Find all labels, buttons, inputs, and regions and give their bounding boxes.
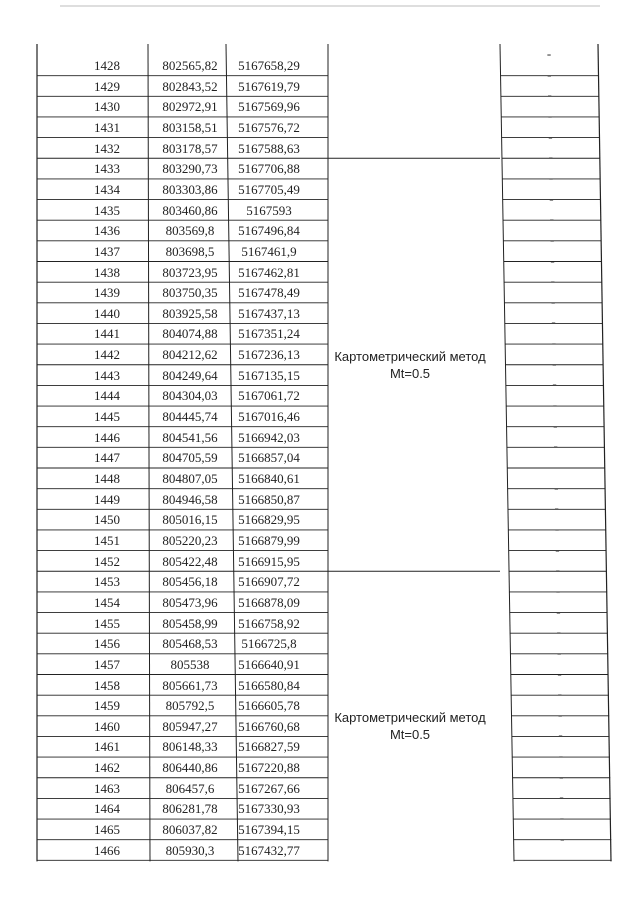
dash-cell: - — [553, 417, 558, 433]
row-number: 1461 — [94, 739, 120, 755]
dash-cell: - — [557, 686, 563, 702]
method-accuracy: Mt=0.5 — [389, 365, 431, 381]
row-number: 1437 — [94, 243, 120, 259]
row-number: 1459 — [94, 698, 120, 714]
coord-x: 804212,62 — [162, 347, 218, 363]
coord-y: 5166840,61 — [238, 471, 300, 486]
dash-cell: - — [553, 438, 558, 454]
row-number: 1447 — [94, 450, 120, 466]
coord-y: 5167267,66 — [238, 780, 300, 796]
coord-y: 5167061,72 — [238, 388, 300, 404]
dash-cell: - — [549, 231, 555, 247]
coord-y: 5167220,88 — [238, 760, 300, 776]
coord-y: 5167478,49 — [238, 285, 300, 301]
coord-x: 804705,59 — [162, 450, 218, 466]
row-number: 1443 — [94, 367, 120, 383]
row-number: 1462 — [94, 760, 120, 776]
row-number: 1440 — [94, 305, 120, 321]
coord-x: 805538 — [170, 656, 210, 672]
row-number: 1451 — [94, 532, 120, 548]
coord-x: 803178,57 — [162, 140, 218, 156]
coord-y: 5167437,13 — [238, 305, 300, 321]
row-number: 1434 — [94, 181, 120, 197]
coord-x: 803569,8 — [165, 223, 215, 239]
dash-cell: - — [555, 582, 561, 598]
dash-cell: - — [554, 520, 560, 536]
dash-cell: - — [553, 459, 559, 474]
row-number: 1455 — [94, 615, 120, 631]
row-number: 1456 — [94, 636, 120, 652]
coord-y: 5167569,96 — [238, 99, 300, 115]
row-number: 1446 — [94, 429, 120, 445]
row-number: 1430 — [94, 99, 120, 115]
coord-x: 805661,73 — [162, 677, 218, 693]
dash-cell: - — [550, 273, 556, 289]
coord-y: 5167236,13 — [238, 347, 300, 363]
coord-x: 803290,73 — [162, 161, 218, 177]
coord-y: 5166915,95 — [238, 553, 300, 569]
method-accuracy: Mt=0.5 — [389, 727, 431, 743]
row-number: 1448 — [94, 471, 120, 486]
coord-y: 5166942,03 — [238, 429, 300, 445]
coord-y: 5167330,93 — [238, 801, 300, 817]
coord-x: 804445,74 — [162, 409, 218, 425]
row-number: 1454 — [94, 594, 120, 610]
method-label: Картометрический метод — [334, 348, 486, 364]
coord-y: 5166640,91 — [238, 656, 300, 672]
dash-cell: - — [548, 149, 553, 165]
row-number: 1442 — [94, 347, 120, 363]
coord-x: 805422,48 — [162, 553, 218, 569]
coord-x: 806148,33 — [162, 739, 218, 755]
method-label: Картометрический метод — [334, 710, 486, 726]
row-number: 1433 — [94, 161, 120, 177]
row-number: 1435 — [94, 202, 120, 218]
dash-cell: - — [555, 541, 560, 557]
dash-cell: - — [554, 479, 559, 495]
coord-x: 805473,96 — [162, 594, 218, 610]
row-number: 1463 — [94, 780, 120, 796]
coord-x: 805792,5 — [165, 698, 215, 714]
coord-y: 5167496,84 — [238, 223, 300, 239]
coord-x: 805930,3 — [165, 842, 215, 858]
coord-y: 5167016,46 — [238, 409, 300, 425]
coord-x: 805947,27 — [162, 718, 218, 734]
coord-x: 803750,35 — [162, 285, 218, 301]
dash-cell: - — [552, 376, 557, 392]
coord-x: 803723,95 — [162, 264, 218, 280]
dash-cell: - — [554, 500, 559, 516]
dash-cell: - — [559, 768, 564, 784]
dash-cell: - — [549, 211, 554, 227]
coord-y: 5167658,29 — [238, 58, 300, 73]
coord-x: 803925,58 — [162, 305, 218, 321]
dash-cell: - — [558, 748, 564, 764]
coord-y: 5167462,81 — [238, 264, 300, 280]
method-group-1 — [320, 348, 500, 382]
coord-y: 5166605,78 — [238, 698, 300, 714]
dash-cell: - — [558, 727, 563, 743]
coord-y: 5167576,72 — [238, 119, 300, 135]
dash-cell: - — [551, 314, 556, 330]
row-number: 1466 — [94, 842, 120, 858]
coord-y: 5166857,04 — [238, 450, 300, 466]
row-number: 1429 — [94, 78, 120, 94]
coord-y: 5167135,15 — [238, 367, 300, 383]
coord-x: 804074,88 — [162, 326, 218, 342]
coord-y: 5167351,24 — [238, 326, 300, 342]
dash-cell: - — [557, 665, 562, 681]
dash-cell: - — [552, 355, 557, 371]
dash-cell: - — [547, 66, 552, 82]
dash-cell: - — [549, 190, 554, 206]
coord-y: 5167705,49 — [238, 181, 300, 197]
coord-y: 5166725,8 — [241, 636, 297, 652]
coord-x: 805456,18 — [162, 574, 218, 590]
dash-cell: - — [559, 810, 565, 826]
coord-x: 802565,82 — [162, 58, 218, 73]
row-number: 1464 — [94, 801, 120, 817]
dash-cell: - — [547, 87, 552, 103]
coord-x: 805016,15 — [162, 512, 218, 528]
dash-cell: - — [547, 107, 553, 123]
coord-y: 5166758,92 — [238, 615, 300, 631]
row-number: 1452 — [94, 553, 120, 569]
dash-cell: - — [560, 830, 565, 846]
coord-x: 804304,03 — [162, 388, 218, 404]
coord-y: 5167394,15 — [238, 822, 300, 838]
row-number: 1438 — [94, 264, 120, 280]
coord-x: 804807,05 — [162, 471, 218, 486]
coord-y: 5166580,84 — [238, 677, 300, 693]
dash-cell: - — [556, 603, 561, 619]
coord-x: 806457,6 — [165, 780, 215, 796]
dash-cell: - — [559, 789, 564, 805]
coord-y: 5166850,87 — [238, 491, 300, 507]
row-number: 1436 — [94, 223, 120, 239]
coord-x: 802972,91 — [162, 99, 218, 115]
dash-cell: - — [556, 624, 561, 640]
coord-x: 803460,86 — [162, 202, 218, 218]
dash-cell: - — [548, 128, 553, 144]
dash-cell: - — [551, 293, 556, 309]
coord-y: 5167461,9 — [241, 243, 297, 259]
coord-y: 5166829,95 — [238, 512, 300, 528]
dash-cell: - — [551, 335, 557, 351]
coord-x: 803158,51 — [162, 119, 218, 135]
row-number: 1449 — [94, 491, 120, 507]
coord-x: 804249,64 — [162, 367, 218, 383]
row-number: 1453 — [94, 574, 120, 590]
method-group-2 — [320, 709, 500, 743]
row-number: 1441 — [94, 326, 120, 342]
dash-cell: - — [550, 252, 555, 268]
coord-x: 804946,58 — [162, 491, 218, 507]
row-number: 1428 — [94, 58, 120, 73]
coord-y: 5166907,72 — [238, 574, 300, 590]
coord-x: 805220,23 — [162, 532, 218, 548]
coord-x: 805458,99 — [162, 615, 218, 631]
row-number: 1432 — [94, 140, 120, 156]
dash-cell: - — [546, 46, 552, 61]
row-number: 1445 — [94, 409, 120, 425]
coord-x: 803698,5 — [165, 243, 215, 259]
coord-x: 806281,78 — [162, 801, 218, 817]
coord-y: 5166827,59 — [238, 739, 300, 755]
coord-y: 5166879,99 — [238, 532, 300, 548]
row-number: 1465 — [94, 822, 120, 838]
row-number: 1458 — [94, 677, 120, 693]
coord-y: 5166760,68 — [238, 718, 300, 734]
coord-x: 806440,86 — [162, 760, 218, 776]
row-number: 1431 — [94, 119, 120, 135]
coord-y: 5167588,63 — [238, 140, 300, 156]
dash-cell: - — [556, 644, 562, 660]
coord-y: 5167706,88 — [238, 161, 300, 177]
coord-x: 802843,52 — [162, 78, 218, 94]
dash-cell: - — [548, 169, 554, 185]
dash-cell: - — [558, 706, 563, 722]
row-number: 1444 — [94, 388, 120, 404]
coord-y: 5167619,79 — [238, 78, 300, 94]
coord-y: 5167593 — [246, 202, 292, 218]
dash-cell: - — [555, 562, 560, 578]
coord-y: 5166878,09 — [238, 594, 300, 610]
coord-x: 803303,86 — [162, 181, 218, 197]
dash-cell: - — [552, 397, 558, 413]
row-number: 1439 — [94, 285, 120, 301]
coord-y: 5167432,77 — [238, 842, 300, 858]
coord-x: 805468,53 — [162, 636, 218, 652]
coord-x: 806037,82 — [162, 822, 218, 838]
row-number: 1457 — [94, 656, 120, 672]
coord-x: 804541,56 — [162, 429, 218, 445]
row-number: 1450 — [94, 512, 120, 528]
row-number: 1460 — [94, 718, 120, 734]
